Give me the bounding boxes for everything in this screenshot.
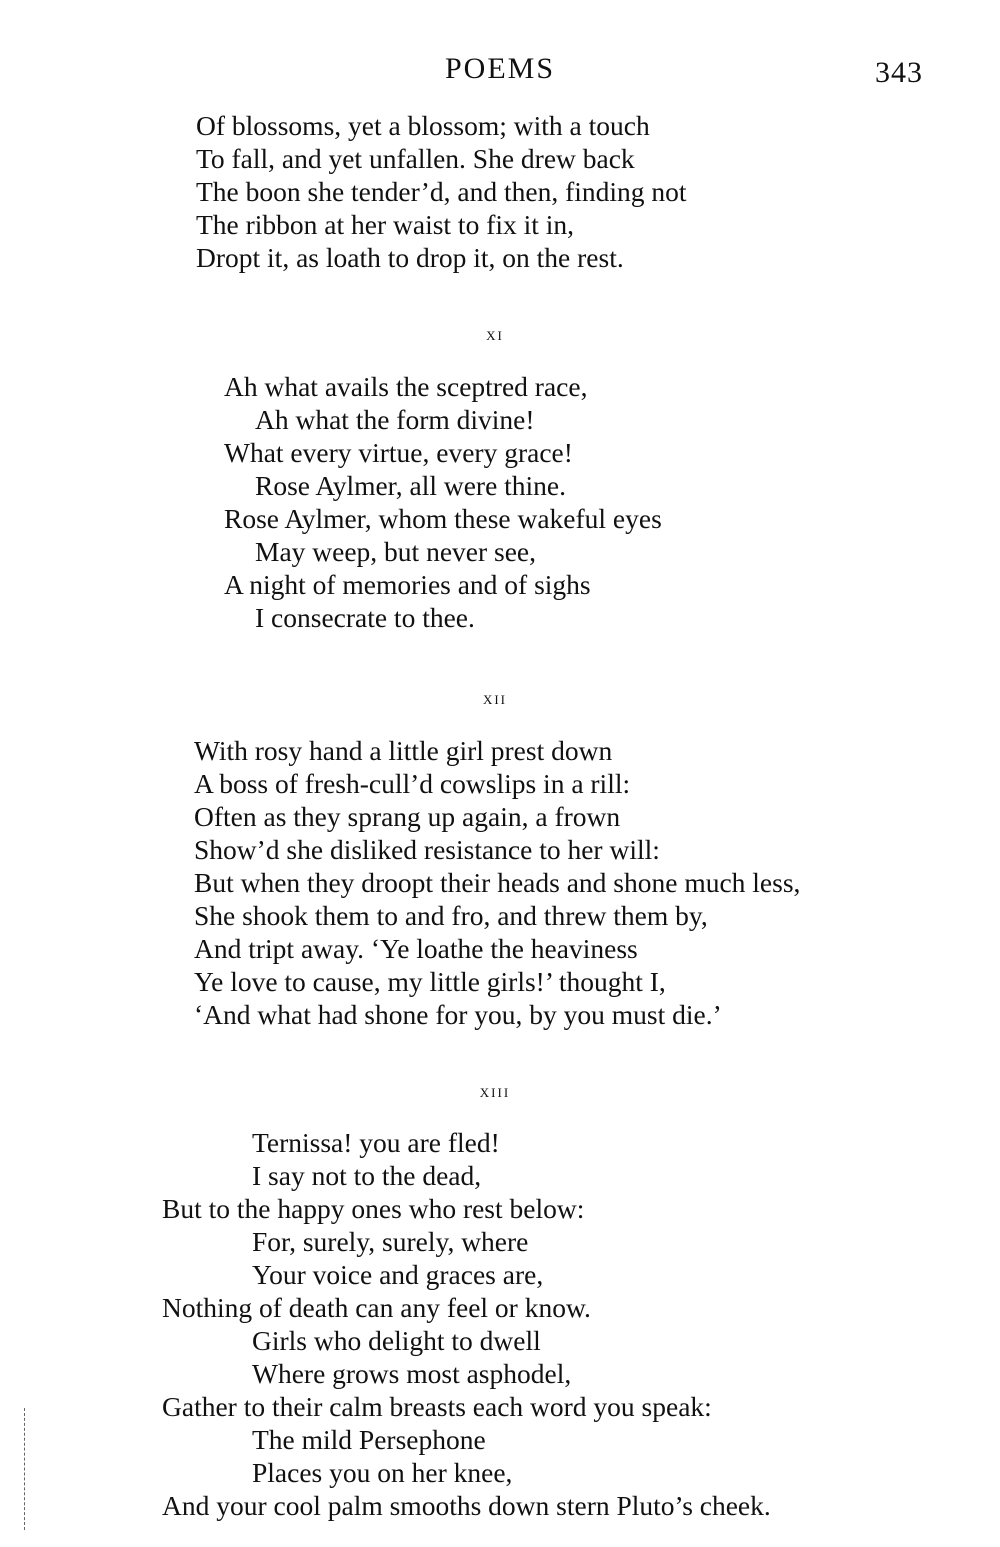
poem-line: The mild Persephone [252, 1424, 486, 1455]
poem-line: What every virtue, every grace! [224, 437, 573, 468]
poem-line: Places you on her knee, [252, 1457, 513, 1488]
poem-line: Often as they sprang up again, a frown [194, 801, 621, 832]
poem-line: And your cool palm smooths down stern Pluto’s cheek. [162, 1490, 771, 1521]
section-number: xii [482, 688, 508, 709]
poem-line: A boss of fresh-cull’d cowslips in a rill: [194, 768, 631, 799]
poem-line: Rose Aylmer, whom these wakeful eyes [224, 503, 662, 534]
poem-line: Dropt it, as loath to drop it, on the rest. [196, 242, 624, 273]
poem-line: I say not to the dead, [252, 1160, 482, 1191]
poem-line: Nothing of death can any feel or know. [162, 1292, 591, 1323]
poem-line: ‘And what had shone for you, by you must die.’ [194, 999, 722, 1030]
poem-line: Gather to their calm breasts each word you speak: [162, 1391, 712, 1422]
poem-line: For, surely, surely, where [252, 1226, 529, 1257]
poem-line: I consecrate to thee. [255, 602, 475, 633]
poem-line: Girls who delight to dwell [252, 1325, 541, 1356]
running-head: POEMS [444, 52, 556, 85]
poem-line: Rose Aylmer, all were thine. [255, 470, 567, 501]
section-number: xi [486, 324, 504, 345]
poem-line: Ah what avails the sceptred race, [224, 371, 588, 402]
poem-line: The boon she tender’d, and then, finding not [196, 176, 687, 207]
poem-line: Of blossoms, yet a blossom; with a touch [196, 110, 650, 141]
margin-scan-mark [24, 1408, 26, 1530]
section-number: xiii [479, 1081, 511, 1102]
page-number: 343 [875, 56, 923, 89]
poem-line: With rosy hand a little girl prest down [194, 735, 613, 766]
poem-line: Ye love to cause, my little girls!’ thought I, [194, 966, 666, 997]
poem-line: Where grows most asphodel, [252, 1358, 572, 1389]
poem-line: Your voice and graces are, [252, 1259, 544, 1290]
poem-line: The ribbon at her waist to fix it in, [196, 209, 575, 240]
poem-line: Ternissa! you are fled! [252, 1127, 500, 1158]
poem-line: But when they droopt their heads and shone much less, [194, 867, 801, 898]
poem-line: May weep, but never see, [255, 536, 537, 567]
poem-line: Ah what the form divine! [255, 404, 535, 435]
poem-line: And tript away. ‘Ye loathe the heaviness [194, 933, 638, 964]
poem-line: A night of memories and of sighs [224, 569, 591, 600]
poem-line: She shook them to and fro, and threw them by, [194, 900, 708, 931]
poem-line: Show’d she disliked resistance to her will: [194, 834, 660, 865]
poem-line: To fall, and yet unfallen. She drew back [196, 143, 635, 174]
poem-line: But to the happy ones who rest below: [162, 1193, 585, 1224]
